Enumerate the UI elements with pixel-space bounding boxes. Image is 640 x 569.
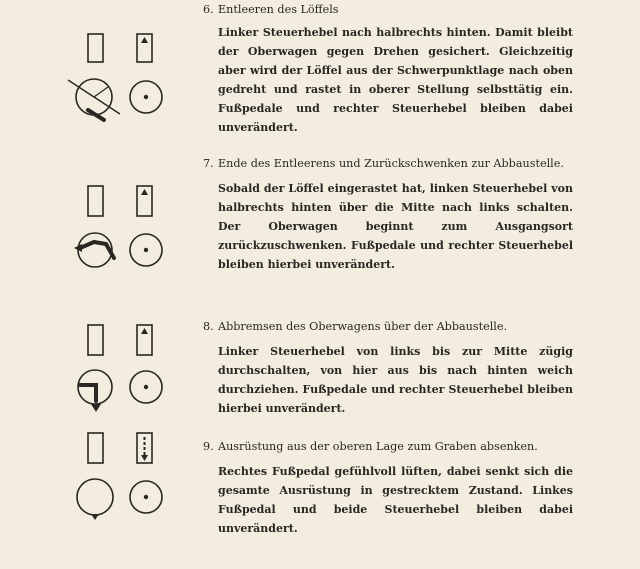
section-heading: 7. Ende des Entleerens und Zurückschwenken zur Abbaustelle. (203, 157, 564, 170)
section-9-text (203, 437, 573, 538)
section-body: Linker Steuerhebel nach halbrechts hinten. Damit bleibt der Oberwagen gegen Drehen gesichert. Gleichzeitig aber wird der Löffel aus der Schwerpunktlage nach oben gedreht und rastet in oberer Stellung selbsttätig ein. Fußpedale und rechter Steuerhebel bleiben dabei unverändert. (218, 26, 573, 134)
section-heading: 9. Ausrüstung aus der oberen Lage zum Graben absenken. (203, 440, 538, 453)
lever-arrow-icon (80, 242, 114, 258)
section-8-text (203, 317, 573, 418)
control-diagram-icon (58, 182, 178, 282)
control-diagram-icon (58, 429, 178, 529)
left-lever-icon (78, 233, 112, 267)
section-body: Linker Steuerhebel von links bis zur Mitte zügig durchschalten, von hier aus bis nach hinten weich durchziehen. Fußpedale und rechter Steuerhebel bleiben hierbei unverändert. (218, 345, 573, 415)
down-arrow-icon (141, 455, 148, 461)
section-9-diagram (58, 429, 178, 539)
section-6-diagram (58, 30, 178, 140)
control-diagram-icon (58, 30, 178, 130)
section-7-text (203, 154, 573, 274)
left-pedal-icon (88, 34, 103, 62)
section-6-text (203, 0, 573, 137)
up-arrow-icon (141, 189, 148, 195)
section-body: Rechtes Fußpedal gefühlvoll lüften, dabei senkt sich die gesamte Ausrüstung in gestrecktem Zustand. Linkes Fußpedal und beide Steuerhebel bleiben dabei unverändert. (218, 465, 573, 535)
up-arrow-icon (141, 328, 148, 334)
up-arrow-icon (141, 37, 148, 43)
section-7-diagram (58, 182, 178, 292)
left-pedal-icon (88, 186, 103, 216)
control-diagram-icon (58, 321, 178, 421)
section-body: Sobald der Löffel eingerastet hat, linken Steuerhebel von halbrechts hinten über die Mitte nach links schalten. Der Oberwagen beginnt zum Ausgangsort zurückzuschwenken. Fußpedale und rechter Steuerhebel bleiben hierbei unverändert. (218, 182, 573, 271)
section-heading: 8. Abbremsen des Oberwagens über der Abbaustelle. (203, 320, 508, 333)
left-pedal-icon (88, 433, 103, 463)
left-lever-icon (77, 479, 113, 515)
section-heading: 6. Entleeren des Löffels (203, 3, 339, 16)
left-pedal-icon (88, 325, 103, 355)
section-8-diagram (58, 321, 178, 431)
